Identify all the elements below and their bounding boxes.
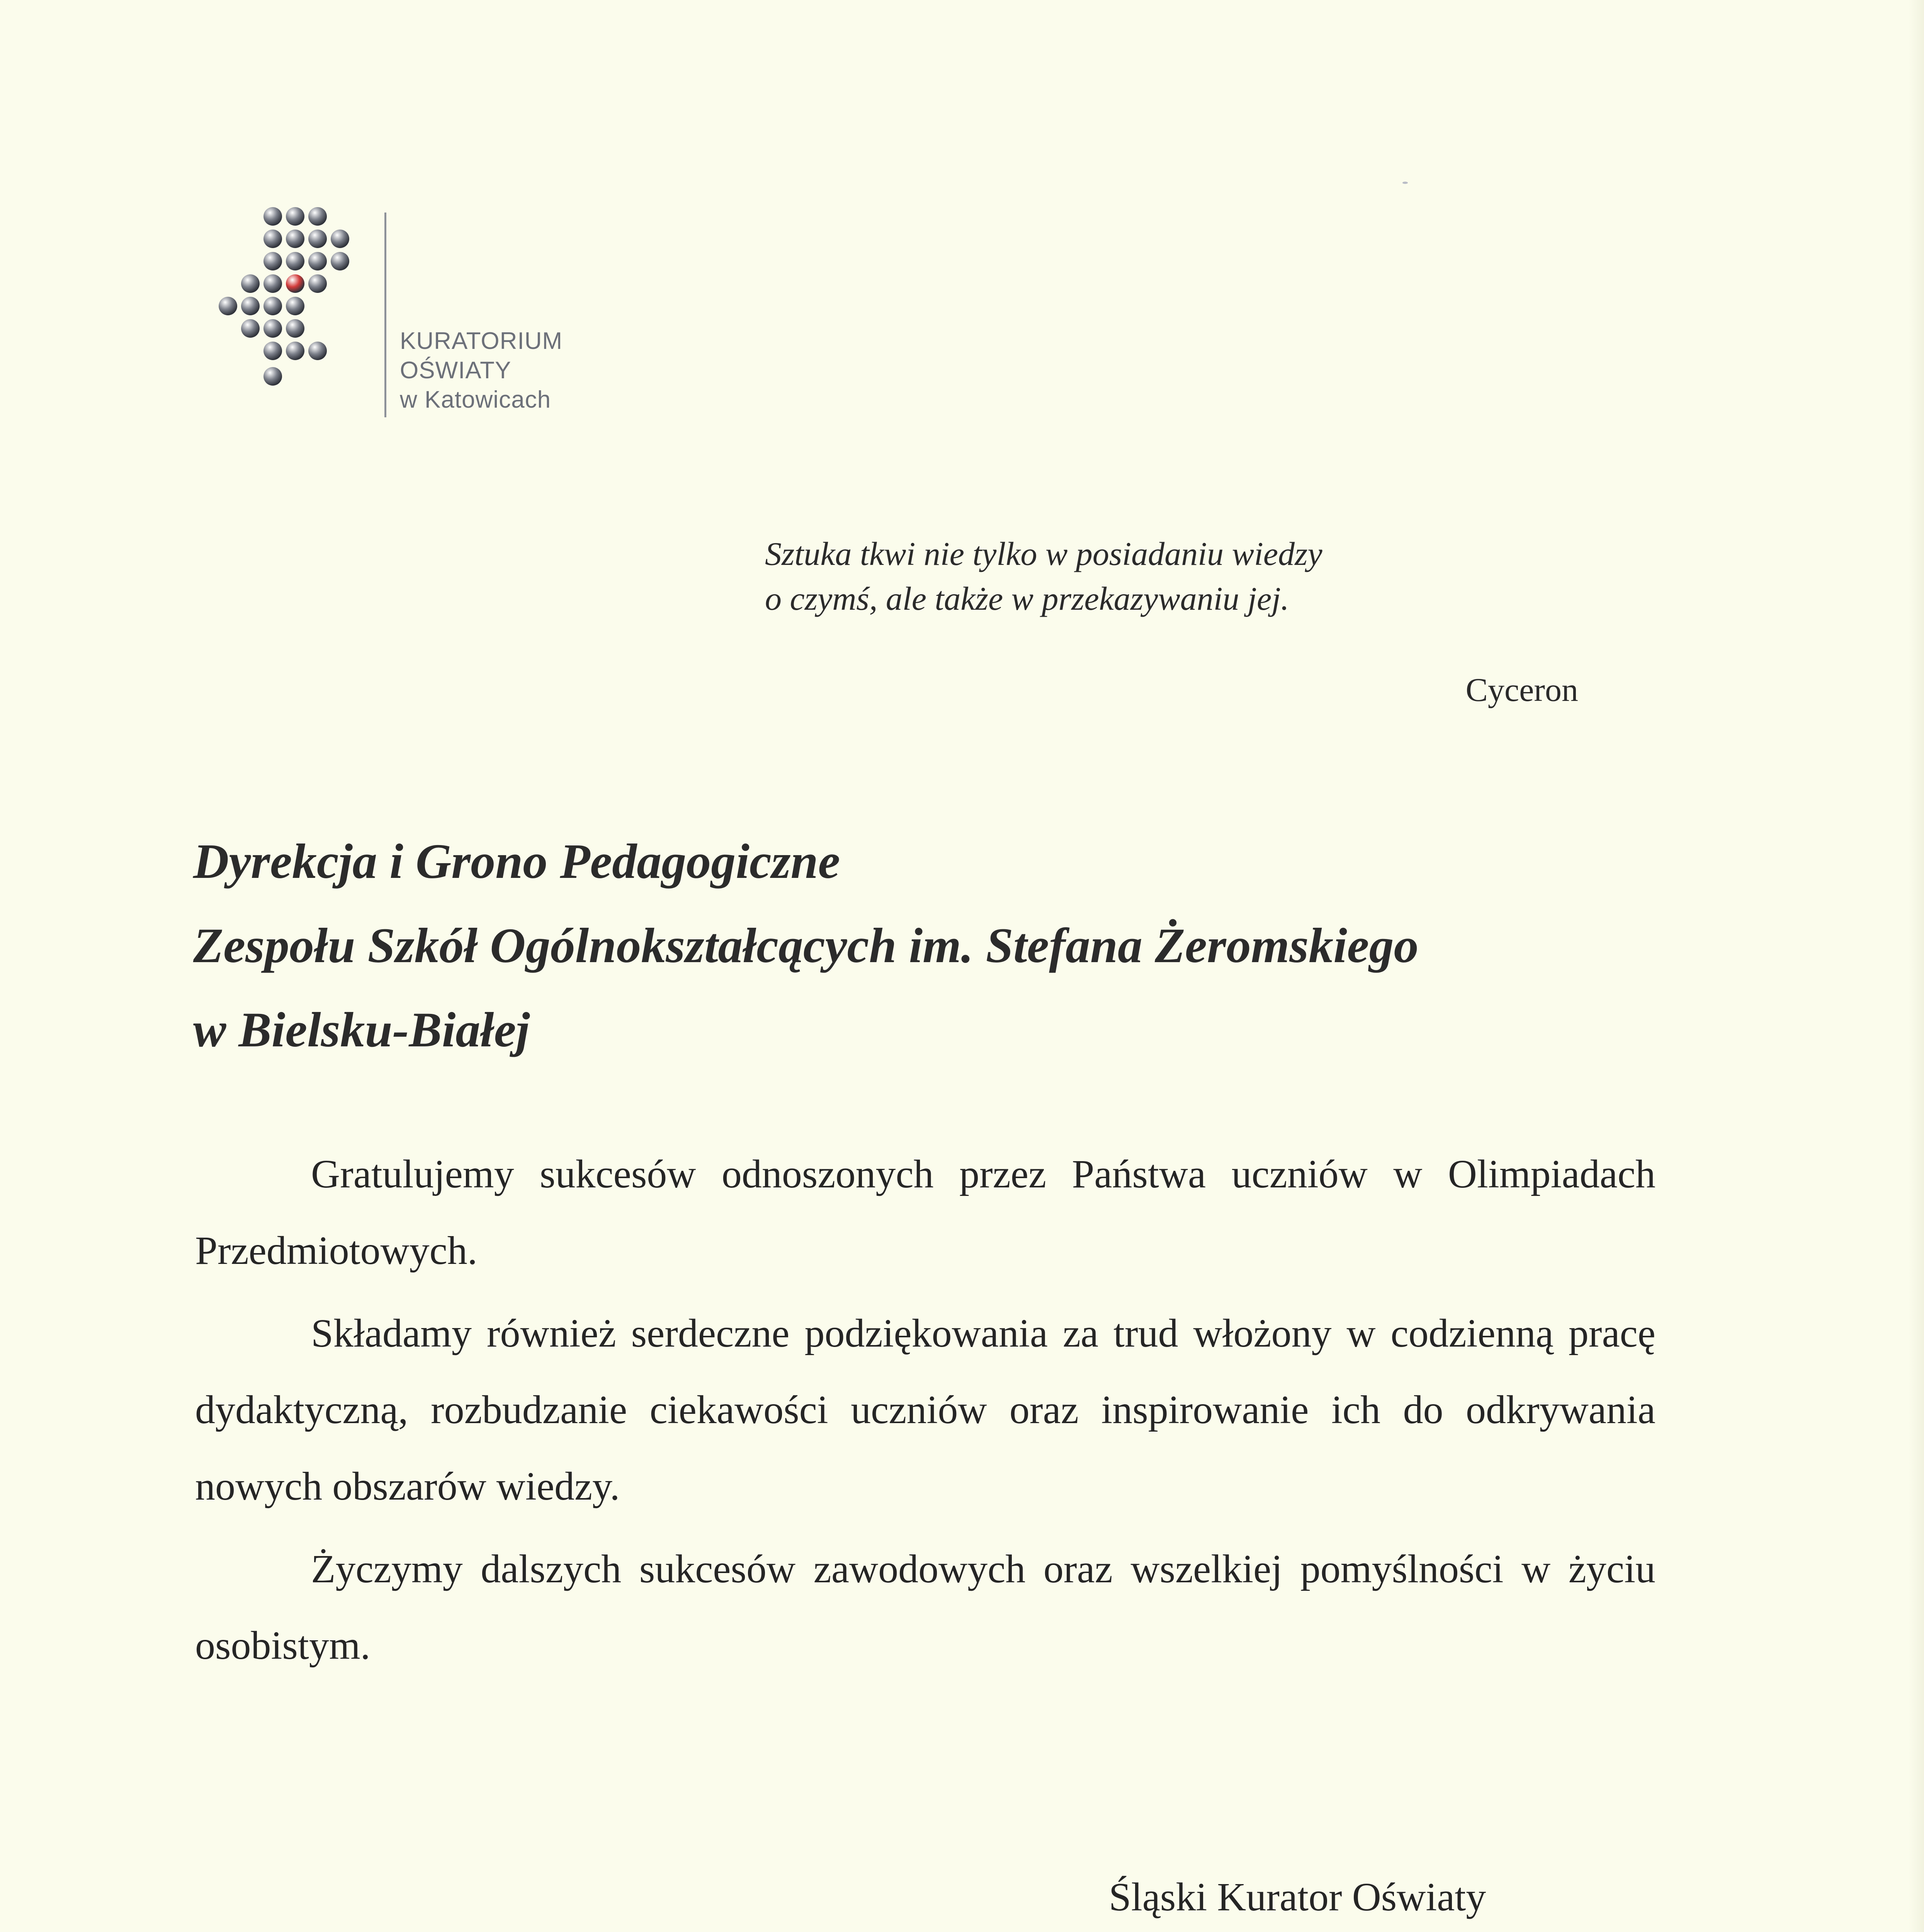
logo-line-2: OŚWIATY [400, 357, 512, 384]
body-paragraph-2: Składamy również serdeczne podziękowania za trud włożony w codzienną pracę dydaktyczną, rozbudzanie ciekawości uczniów oraz inspirowanie ich do odkrywania nowych obszarów wiedzy. [195, 1311, 1655, 1509]
motto-author: Cyceron [1465, 671, 1578, 708]
logo-line-3: w Katowicach [400, 386, 551, 413]
logo-dot [308, 252, 327, 270]
logo-accent-dot [286, 274, 304, 293]
logo-dot [219, 297, 237, 315]
motto-line-1: Sztuka tkwi nie tylko w posiadaniu wiedzy [765, 535, 1322, 572]
logo-dot [263, 207, 282, 226]
signatory-title: Śląski Kurator Oświaty [1109, 1875, 1486, 1919]
logo-divider [384, 213, 386, 417]
page-edge-shadow [1909, 0, 1924, 1932]
logo-dot [263, 367, 282, 386]
logo-dot [308, 342, 327, 360]
logo-dot [263, 297, 282, 315]
body-paragraph-1: Gratulujemy sukcesów odnoszonych przez Państwa uczniów w Olimpiadach Przedmiotowych. [195, 1152, 1655, 1273]
logo-dot [286, 319, 304, 338]
scan-speck [1402, 182, 1408, 184]
logo-dot [286, 207, 304, 226]
logo-dot [241, 319, 260, 338]
logo-dot [263, 252, 282, 270]
logo-dots-icon [216, 205, 379, 406]
motto-quote [765, 531, 1322, 621]
logo-dot [286, 252, 304, 270]
addressee-line-1: Dyrekcja i Grono Pedagogiczne [193, 834, 840, 889]
logo-text [400, 327, 563, 415]
addressee-line-2: Zespołu Szkół Ogólnokształcących im. Stefana Żeromskiego [193, 918, 1419, 973]
logo-dot [241, 297, 260, 315]
logo-dot [263, 342, 282, 360]
addressee [193, 819, 1419, 1072]
logo-dot [308, 274, 327, 293]
logo-dot [331, 230, 349, 248]
kuratorium-logo [216, 205, 603, 421]
logo-dot [308, 207, 327, 226]
logo-dot [241, 274, 260, 293]
logo-dot [263, 274, 282, 293]
letter-body [195, 1136, 1655, 1690]
handwritten-signature-icon [1120, 1928, 1499, 1932]
logo-dot [263, 319, 282, 338]
logo-dot [286, 297, 304, 315]
addressee-line-3: w Bielsku-Białej [193, 1002, 530, 1057]
logo-line-1: KURATORIUM [400, 328, 563, 354]
logo-dot [308, 230, 327, 248]
body-paragraph-3: Życzymy dalszych sukcesów zawodowych oraz wszelkiej pomyślności w życiu osobistym. [195, 1547, 1655, 1668]
motto-line-2: o czymś, ale także w przekazywaniu jej. [765, 580, 1289, 617]
logo-dot [286, 230, 304, 248]
logo-dot [263, 230, 282, 248]
logo-dot [286, 342, 304, 360]
logo-dot [331, 252, 349, 270]
